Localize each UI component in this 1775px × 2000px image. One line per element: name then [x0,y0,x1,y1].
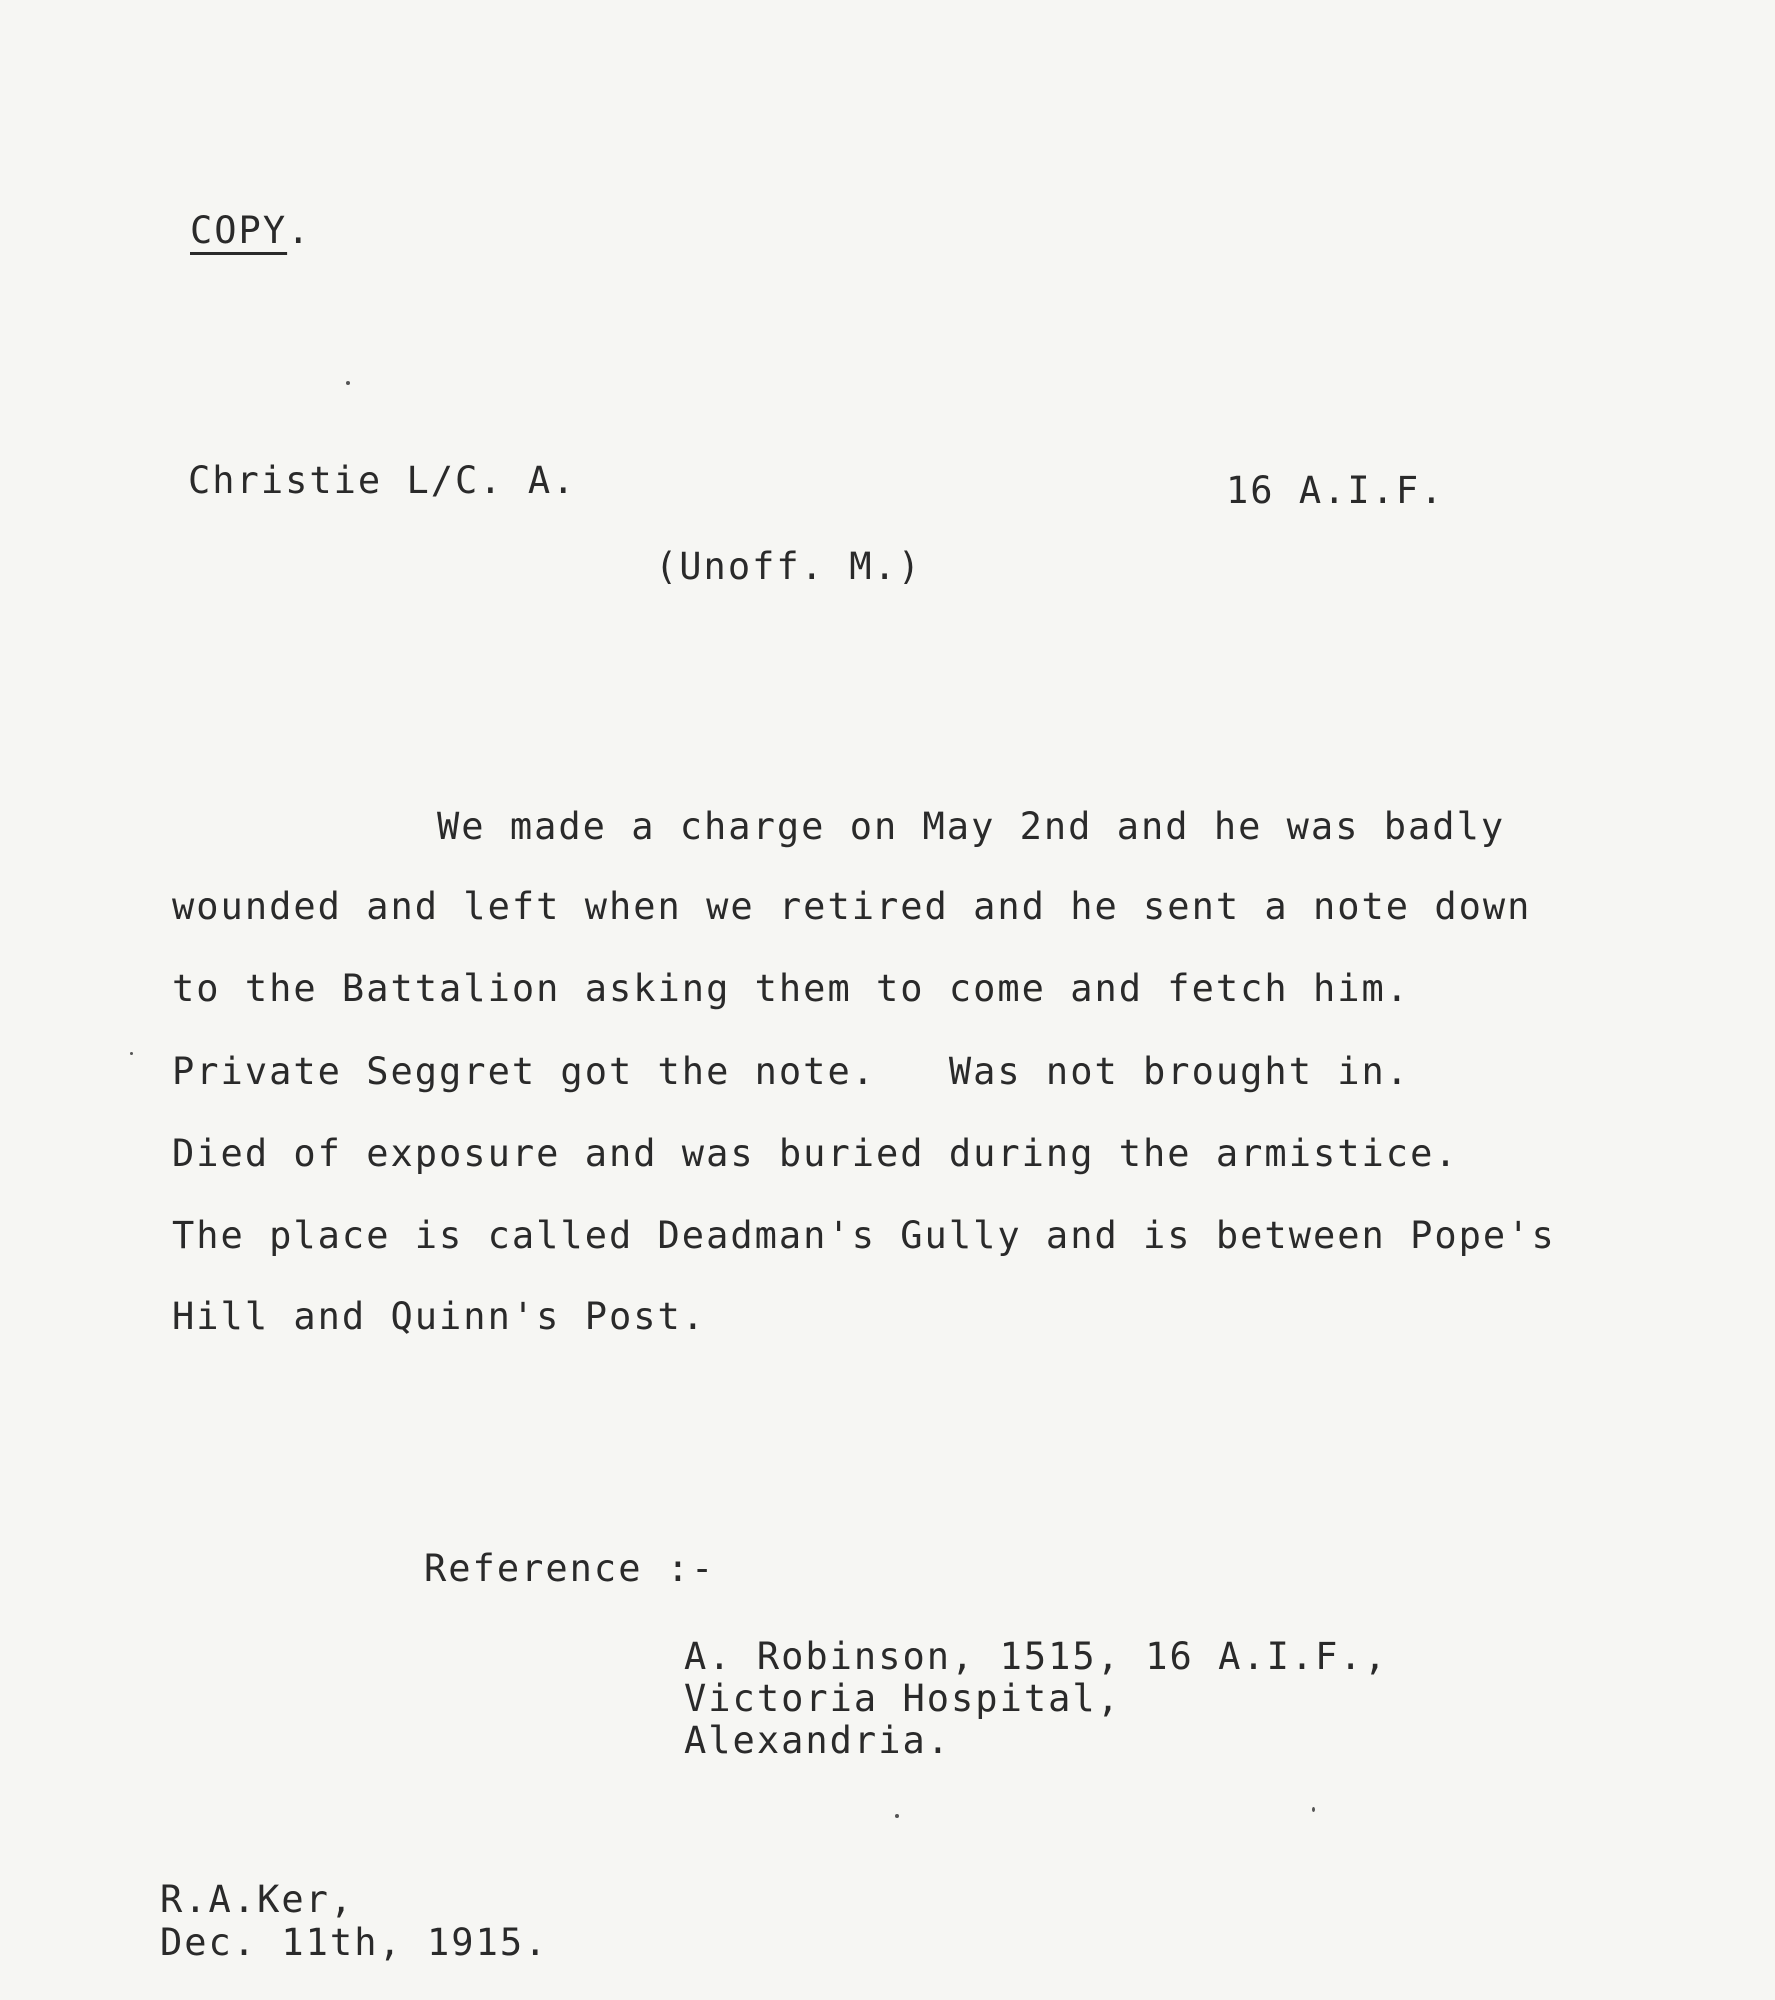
statement-line: to the Battalion asking them to come and fetch him. [172,967,1411,1010]
soldier-unit: 16 A.I.F. [1226,469,1445,512]
statement-line: Died of exposure and was buried during the armistice. [172,1132,1459,1175]
scan-speck [130,1052,133,1055]
reference-label: Reference :- [424,1547,716,1590]
scan-speck [1312,1807,1315,1812]
statement-line: The place is called Deadman's Gully and is between Pope's [172,1214,1556,1257]
statement-line: wounded and left when we retired and he sent a note down [172,885,1532,928]
statement-line: Hill and Quinn's Post. [172,1295,707,1338]
heading-period: . [287,209,312,252]
reference-line: A. Robinson, 1515, 16 A.I.F., [684,1635,1389,1678]
scan-speck [346,381,350,385]
signature-name: R.A.Ker, [160,1878,355,1921]
scan-speck [895,1814,899,1818]
heading-text: COPY [190,209,288,252]
statement-line: Private Seggret got the note. Was not brought in. [172,1050,1411,1093]
soldier-name: Christie L/C. A. [188,459,577,502]
signature-date: Dec. 11th, 1915. [160,1921,549,1964]
reference-line: Alexandria. [684,1719,952,1762]
reference-line: Victoria Hospital, [684,1677,1121,1720]
document-heading [190,209,312,252]
soldier-status: (Unoff. M.) [655,545,923,588]
statement-line: We made a charge on May 2nd and he was badly [437,805,1506,848]
